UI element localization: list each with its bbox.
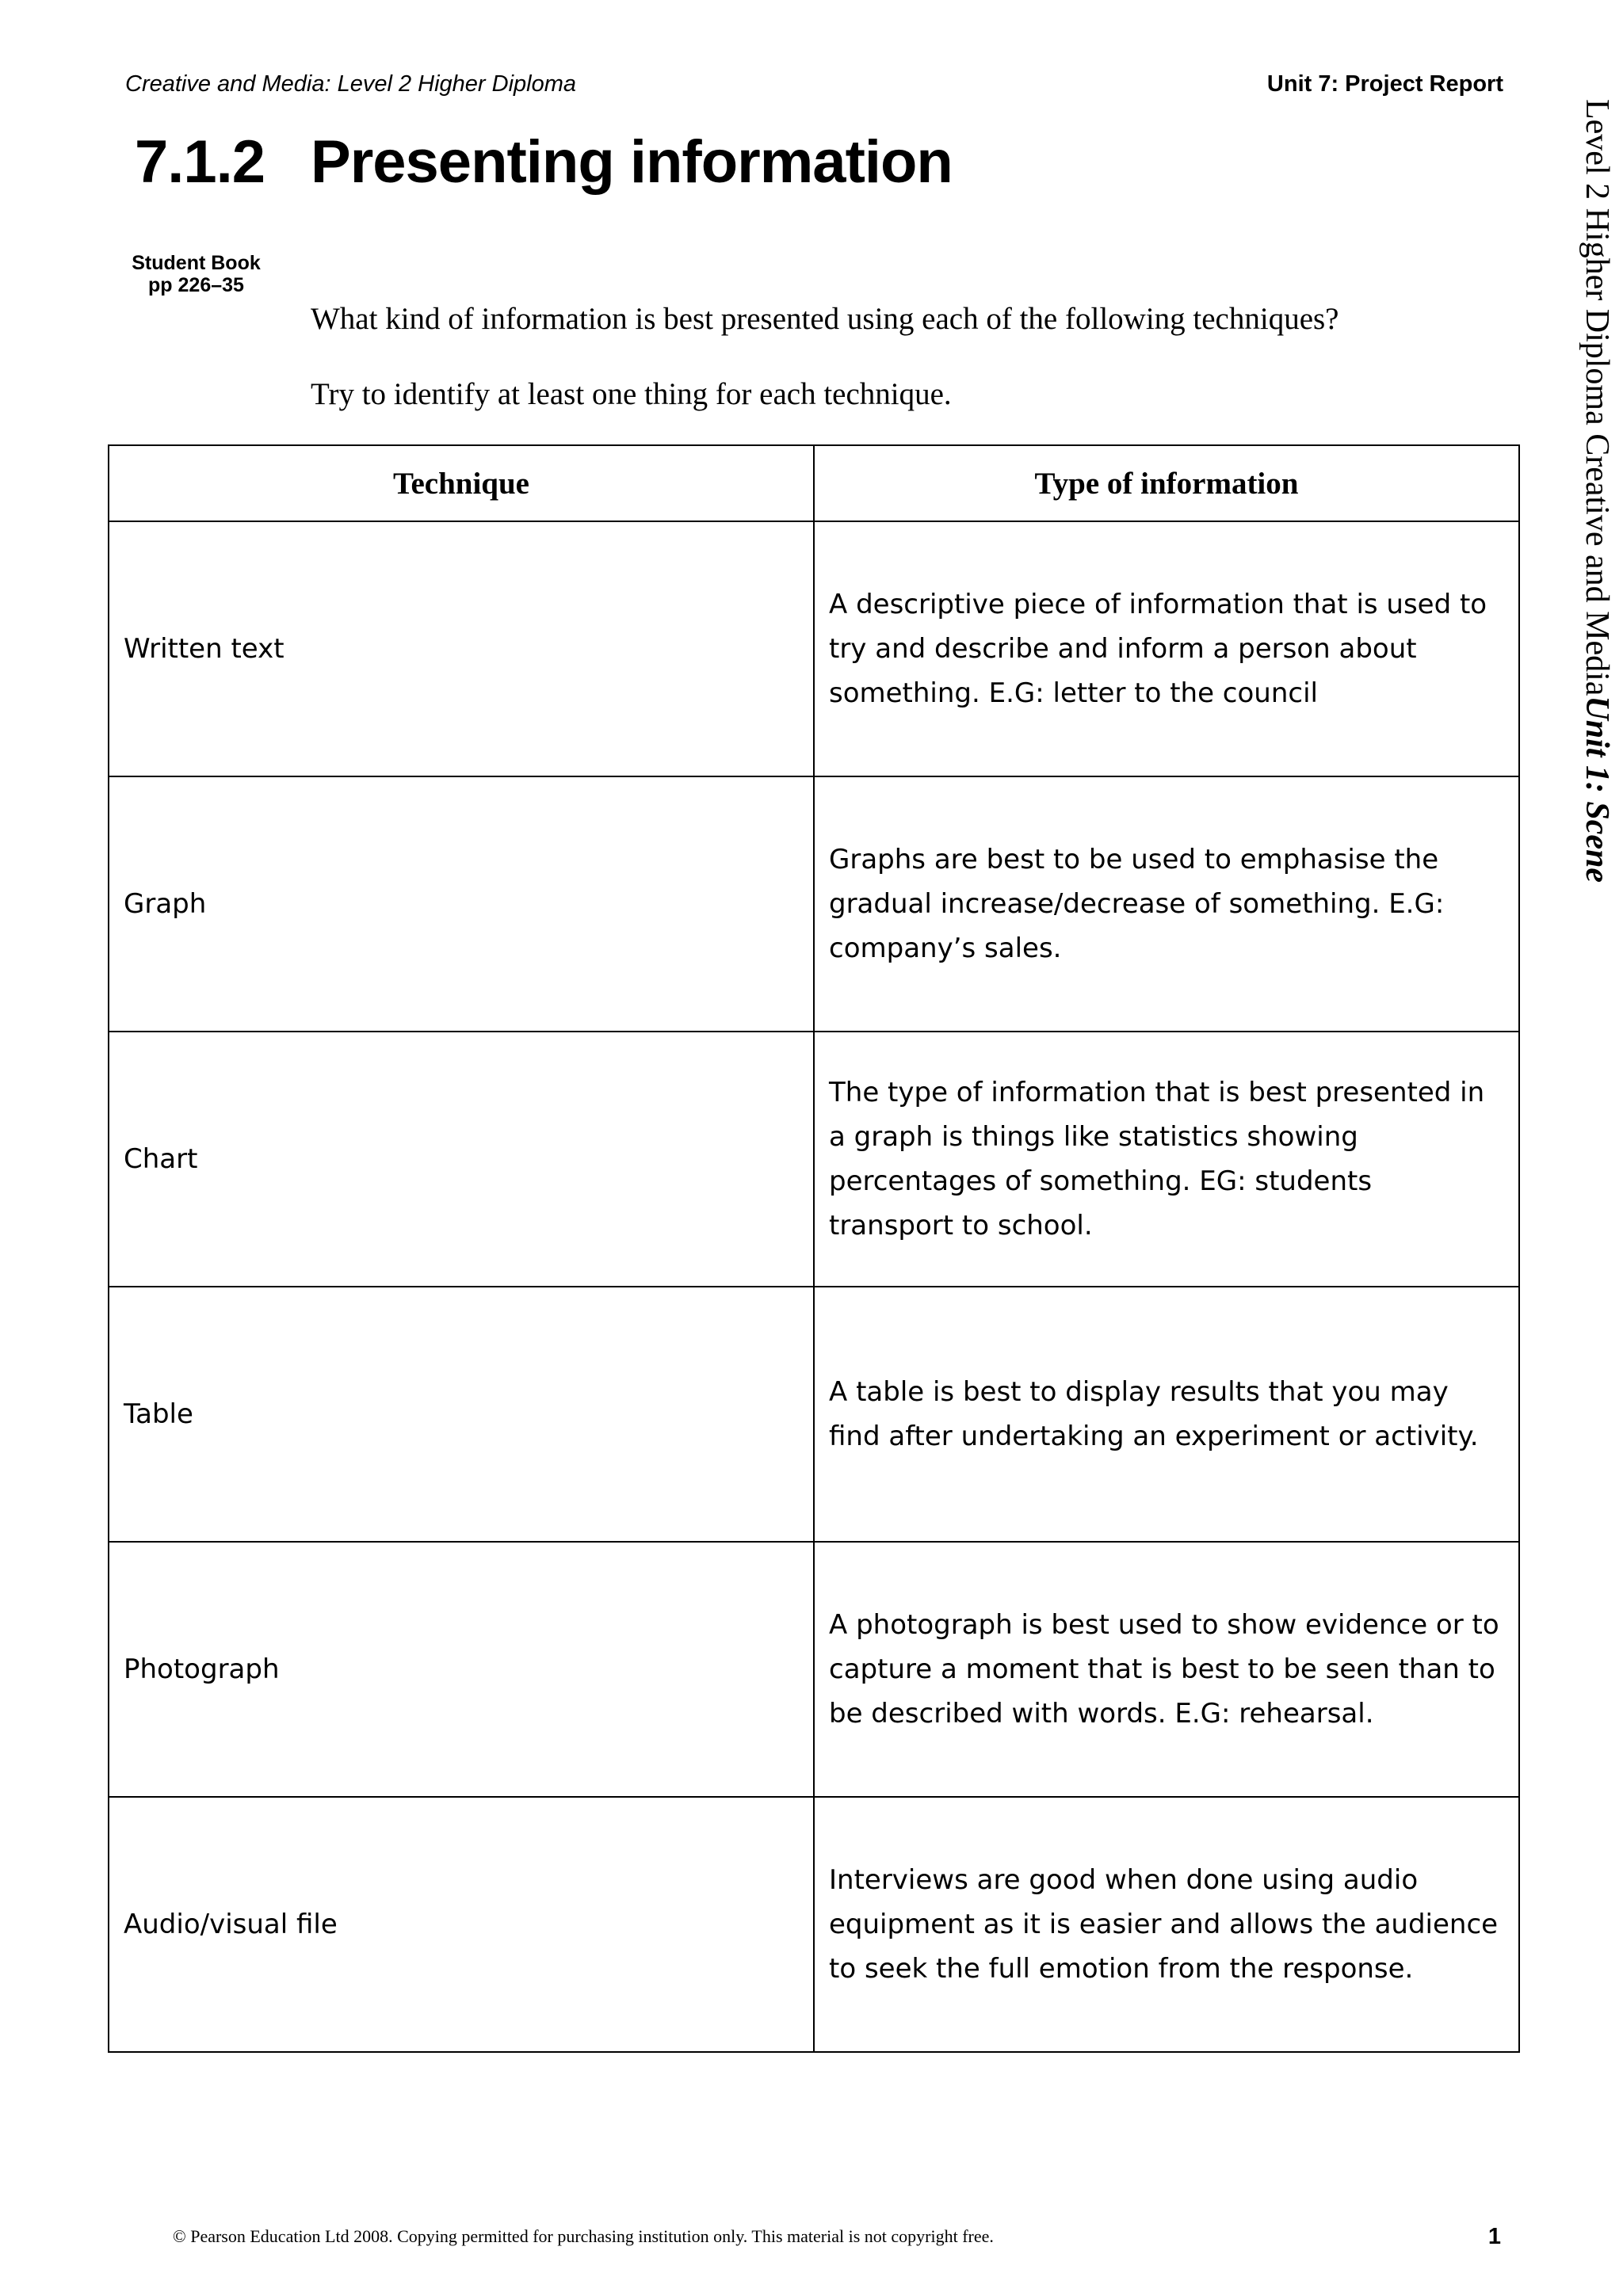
section-title: Presenting information [311,128,953,196]
information-cell: Interviews are good when done using audio equipment as it is easier and allows the audience to seek the full emotion from the response. [814,1797,1519,2052]
table-row [109,776,1519,1032]
table-row [109,1797,1519,2052]
student-book-reference [111,252,281,296]
information-cell: Graphs are best to be used to emphasise the gradual increase/decrease of something. E.G: company’s sales. [814,776,1519,1032]
intro-question: What kind of information is best presented using each of the following techniques? [311,302,1339,336]
technique-cell: Graph [109,776,814,1032]
copyright-notice: © Pearson Education Ltd 2008. Copying permitted for purchasing institution only. This material is not copyright free. [173,2226,994,2246]
column-header-technique: Technique [109,445,814,521]
table-row [109,521,1519,776]
technique-cell: Audio/visual file [109,1797,814,2052]
student-book-label: Student Book [132,252,261,274]
table-row [109,1032,1519,1287]
techniques-table [108,444,1520,2053]
technique-cell: Written text [109,521,814,776]
student-book-pages: pp 226–35 [148,274,244,296]
table-row [109,1542,1519,1797]
side-margin-unit: Unit 1: Scene [1579,696,1615,883]
information-cell: A descriptive piece of information that is used to try and describe and inform a person about something. E.G: letter to the council [814,521,1519,776]
information-cell: The type of information that is best presented in a graph is things like statistics showing percentages of something. EG: students transport to school. [814,1032,1519,1287]
technique-cell: Photograph [109,1542,814,1797]
information-cell: A table is best to display results that you may find after undertaking an experiment or activity. [814,1287,1519,1542]
intro-instruction: Try to identify at least one thing for each technique. [311,377,952,411]
column-header-type-of-information: Type of information [814,445,1519,521]
side-margin-label [1577,99,1617,883]
table-header-row [109,445,1519,521]
side-margin-diploma: Level 2 Higher Diploma Creative and Media [1579,99,1615,696]
table-row [109,1287,1519,1542]
page-title [135,127,953,198]
technique-cell: Chart [109,1032,814,1287]
page-number: 1 [1487,2224,1501,2249]
header-course-title: Creative and Media: Level 2 Higher Diploma [125,71,577,97]
information-cell: A photograph is best used to show evidence or to capture a moment that is best to be seen than to be described with words. E.G: rehearsal. [814,1542,1519,1797]
header-unit-title: Unit 7: Project Report [1266,71,1503,97]
technique-cell: Table [109,1287,814,1542]
section-number: 7.1.2 [135,128,265,196]
